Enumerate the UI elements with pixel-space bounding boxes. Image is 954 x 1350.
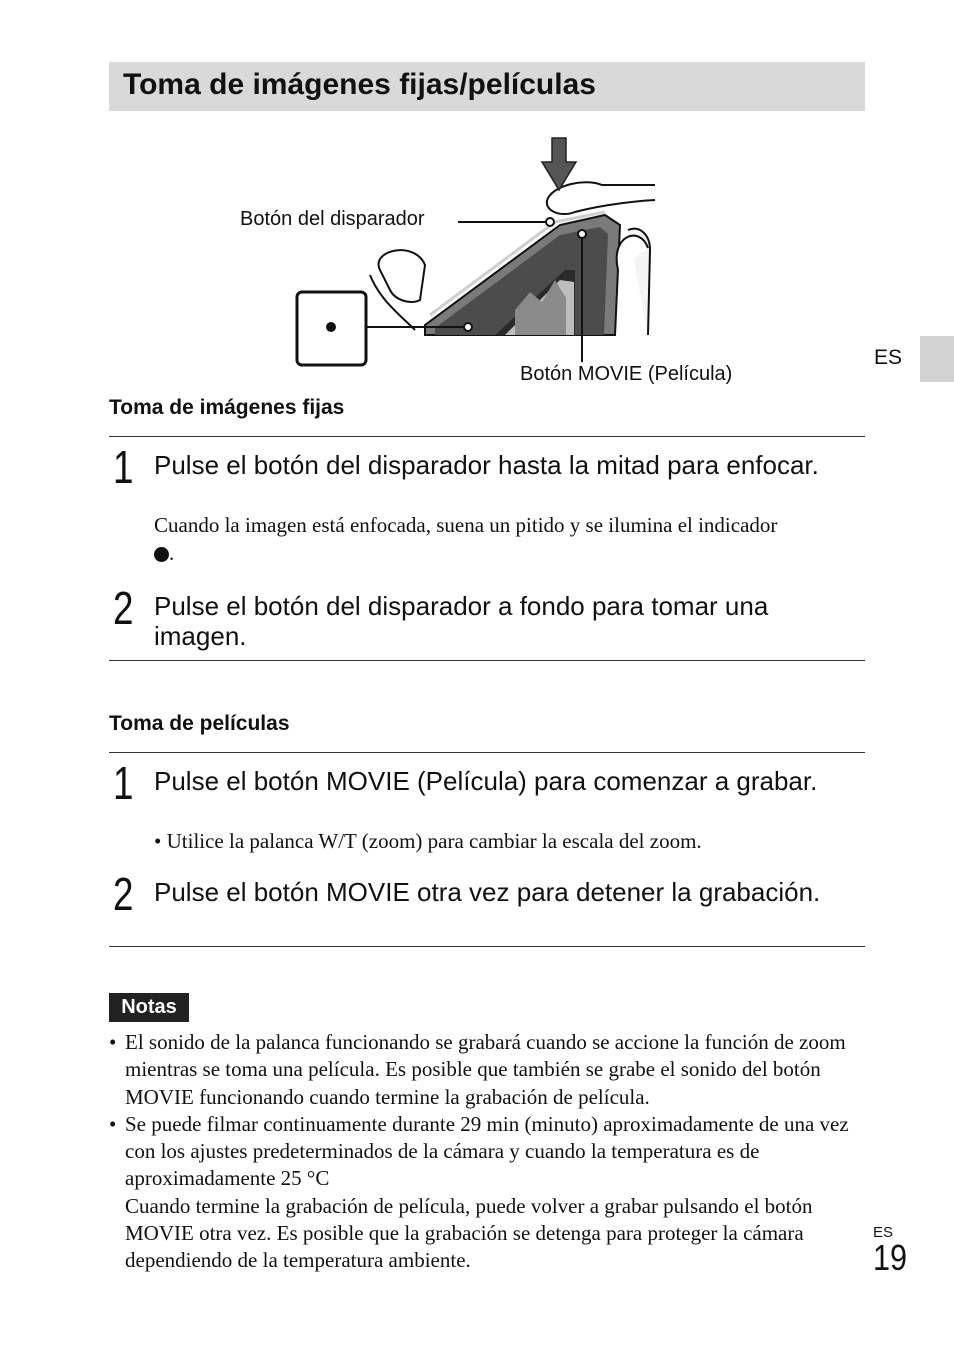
bullet-icon: • [109,1030,117,1054]
step-bullet [154,827,864,855]
side-language-label: ES [874,346,903,369]
notes-list [109,1029,865,1275]
note-text: Se puede filmar continuamente durante 29 min (minuto) aproximadamente de una vez con los ajustes predeterminados de la cámara y cuando la temperatura es de aproximadamente 25 °C [125,1111,849,1191]
step-number: 2 [113,582,134,634]
divider [109,436,865,437]
step-detail [154,511,864,567]
page-title: Toma de imágenes fijas/películas [123,68,596,101]
note-item [109,1111,865,1193]
step-heading: Pulse el botón del disparador a fondo para tomar una imagen. [154,591,769,651]
divider [109,752,865,753]
step-bullet-text: Utilice la palanca W/T (zoom) para cambiar la escala del zoom. [166,829,702,853]
step-number: 2 [113,868,134,920]
note-continuation [109,1193,865,1275]
step-heading: Pulse el botón MOVIE (Película) para comenzar a grabar. [154,766,818,796]
step-detail-text: Cuando la imagen está enfocada, suena un pitido y se ilumina el indicador [154,513,778,537]
divider [109,946,865,947]
page-language: ES [873,1224,894,1241]
step-number: 1 [113,441,134,493]
indicator-dot-icon [154,547,169,562]
title-bar [109,62,865,111]
step-number: 1 [113,757,134,809]
step-heading: Pulse el botón MOVIE otra vez para detener la grabación. [154,877,821,907]
note-text: Cuando termine la grabación de película, puede volver a grabar pulsando el botón MOVIE otra vez. Es posible que la grabación se detenga para proteger la cámara dependiendo de la temperatura ambiente. [125,1193,813,1273]
camera-illustration [230,130,790,390]
note-text: El sonido de la palanca funcionando se grabará cuando se accione la función de zoom mientras se toma una película. Es posible que también se grabe el sonido del botón MOVIE funcionando cuando termine la grabación de película. [125,1030,846,1109]
side-tab [920,336,954,382]
note-item [109,1029,865,1111]
camera-figure [230,130,790,390]
step-heading: Pulse el botón del disparador hasta la mitad para enfocar. [154,450,819,480]
section-heading-still: Toma de imágenes fijas [109,396,345,419]
step-detail-end: . [169,541,175,565]
bullet-icon: • [154,829,167,853]
movie-button-label: Botón MOVIE (Película) [520,363,733,385]
shutter-button-label: Botón del disparador [240,208,425,230]
divider [109,660,865,661]
notes-badge: Notas [109,993,189,1022]
bullet-icon: • [109,1111,117,1136]
section-heading-movie: Toma de películas [109,712,290,735]
page-number: 19 [873,1237,908,1278]
